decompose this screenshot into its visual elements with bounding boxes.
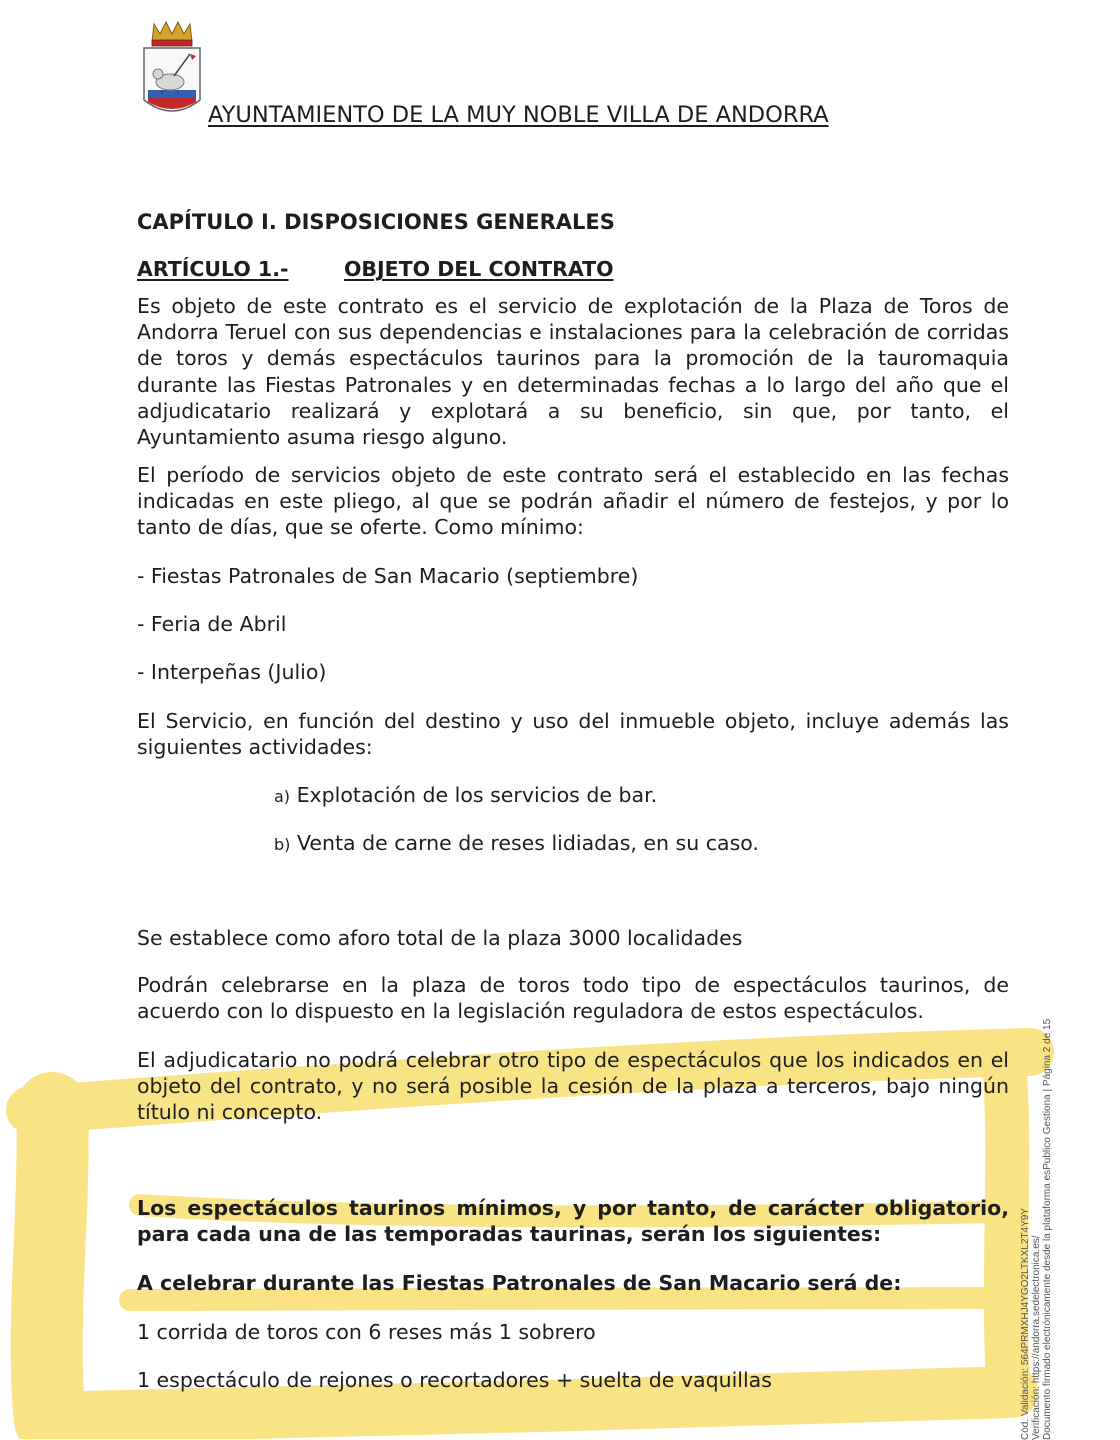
highlight-stroke-band [130, 1298, 1005, 1300]
activity-marker: a) [274, 787, 291, 806]
chapter-title: CAPÍTULO I. DISPOSICIONES GENERALES [137, 210, 615, 234]
paragraph-rejones: 1 espectáculo de rejones o recortadores + suelta de vaquillas [137, 1368, 772, 1392]
list-item-feria: - Feria de Abril [137, 612, 287, 636]
activity-text: Venta de carne de reses lidiadas, en su caso. [296, 831, 759, 855]
paragraph-corrida: 1 corrida de toros con 6 reses más 1 sobrero [137, 1320, 596, 1344]
list-item-fiestas: - Fiestas Patronales de San Macario (septiembre) [137, 564, 639, 588]
validation-stamp [1020, 1019, 1053, 1440]
paragraph-servicio: El Servicio, en función del destino y uso del inmueble objeto, incluye además las siguientes actividades: [137, 709, 1009, 760]
activity-text: Explotación de los servicios de bar. [296, 783, 658, 807]
paragraph-objeto: Es objeto de este contrato es el servicio de explotación de la Plaza de Toros de Andorra Teruel con sus dependencias e instalaciones para la celebración de corridas de toros y demás espectáculos taurinos para la promoción de la tauromaquia durante las Fiestas Patronales y en determinadas fechas a lo largo del año que el adjudicatario realizará y explotará a su beneficio, sin que, por tanto, el Ayuntamiento asuma riesgo alguno. [137, 294, 1009, 450]
paragraph-periodo: El período de servicios objeto de este contrato será el establecido en las fechas indicadas en este pliego, al que se podrán añadir el número de festejos, y por lo tanto de días, que se oferte. Como mínimo: [137, 463, 1009, 540]
organization-title: AYUNTAMIENTO DE LA MUY NOBLE VILLA DE ANDORRA [208, 102, 829, 128]
highlight-stroke-left [47, 1108, 53, 1420]
verification-url: Verificación: https://andorra.sedelectronica.es/ [1031, 1235, 1042, 1440]
paragraph-san-macario: A celebrar durante las Fiestas Patronales de San Macario será de: [137, 1271, 902, 1295]
activity-marker: b) [274, 835, 291, 854]
signature-note: Documento firmado electrónicamente desde la plataforma esPublico Gestiona | Página 2 de 15 [1042, 1018, 1053, 1440]
paragraph-minimos: Los espectáculos taurinos mínimos, y por tanto, de carácter obligatorio, para cada una de las temporadas taurinas, serán los siguientes: [137, 1196, 1009, 1247]
paragraph-espectaculos: Podrán celebrarse en la plaza de toros todo tipo de espectáculos taurinos, de acuerdo con lo dispuesto en la legislación reguladora de estos espectáculos. [137, 973, 1009, 1024]
article-title: OBJETO DEL CONTRATO [344, 257, 614, 281]
highlight-stroke-bottom [40, 1392, 1012, 1418]
article-number: ARTÍCULO 1.- [137, 257, 289, 281]
paragraph-adjudicatario: El adjudicatario no podrá celebrar otro tipo de espectáculos que los indicados en el objeto del contrato, y no será posible la cesión de la plaza a terceros, bajo ningún título ni concepto. [137, 1048, 1009, 1125]
activity-item-a [274, 783, 657, 807]
list-item-interpenas: - Interpeñas (Julio) [137, 660, 327, 684]
activity-item-b [274, 831, 759, 855]
paragraph-aforo: Se establece como aforo total de la plaza 3000 localidades [137, 926, 743, 950]
municipal-crest-logo [140, 18, 204, 124]
validation-code: Cód. Validación: 564PRMXHJ4YGO2LTKXL2T4Y9Y [1020, 1208, 1031, 1440]
